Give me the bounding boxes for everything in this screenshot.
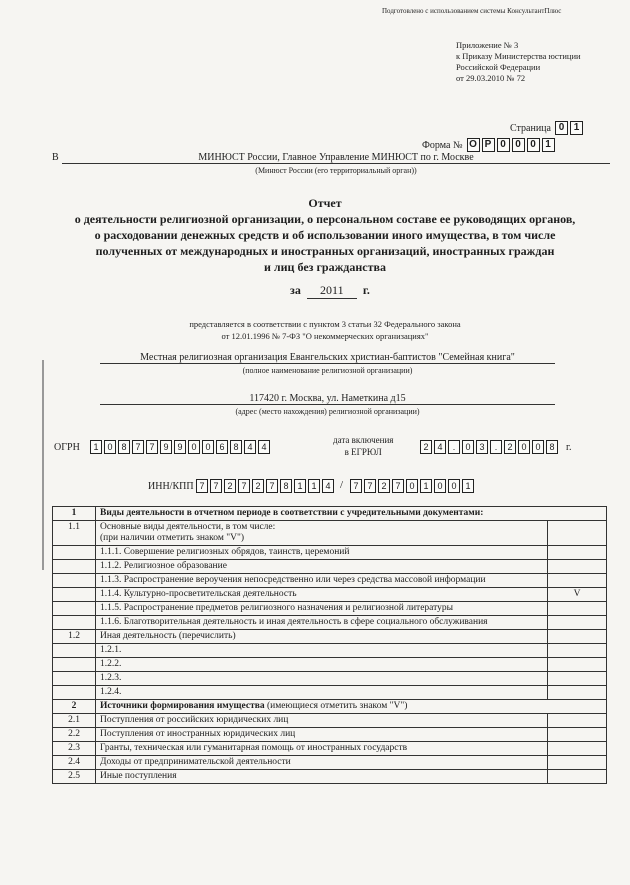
- row-text: [96, 546, 548, 560]
- address-caption: (адрес (место нахождения) религиозной организации): [235, 407, 420, 416]
- row-text: [96, 742, 548, 756]
- ogrn-boxes: 1 0 8 7 7 9 9 0 0 6 8 4 4: [90, 440, 272, 454]
- row-number: 1.1: [53, 521, 96, 546]
- inn-boxes: 7 7 2 7 2 7 8 1 1 4: [196, 479, 336, 493]
- table-row: [53, 714, 607, 728]
- row-number: [53, 546, 96, 560]
- inn-kpp-label: ИНН/КПП: [148, 481, 194, 492]
- table-row: [53, 658, 607, 672]
- row-text-main: 1.1.5. Распространение предметов религиозного назначения и религиозной литературы: [100, 603, 454, 613]
- row-text: [96, 700, 607, 714]
- binding-thread: [42, 360, 44, 570]
- row-text-main: 1.2.2.: [100, 659, 122, 669]
- row-text: [96, 602, 548, 616]
- ogrn-label: ОГРН: [54, 442, 80, 453]
- row-text: [96, 616, 548, 630]
- row-number: [53, 602, 96, 616]
- table-row: [53, 686, 607, 700]
- row-text-main: Гранты, техническая или гуманитарная помощь от иностранных государств: [100, 743, 408, 753]
- appendix-line: к Приказу Министерства юстиции: [456, 51, 581, 61]
- row-text-extra: (имеющиеся отметить знаком "V"): [264, 701, 408, 711]
- row-mark: [548, 630, 607, 644]
- table-row: [53, 588, 607, 602]
- row-text-main: 1.1.3. Распространение вероучения непосредственно или через средства массовой информации: [100, 575, 486, 585]
- row-text: [96, 686, 548, 700]
- year-value: 2011: [307, 282, 357, 299]
- row-text-main: Основные виды деятельности, в том числе: (при наличии отметить знаком "V"): [100, 522, 276, 543]
- recipient: МИНЮСТ России, Главное Управление МИНЮСТ по г. Москве: [62, 152, 610, 164]
- egrul-label: дата включения в ЕГРЮЛ: [333, 435, 394, 457]
- row-number: [53, 616, 96, 630]
- row-text: [96, 574, 548, 588]
- row-text: [96, 588, 548, 602]
- row-mark: [548, 521, 607, 546]
- row-text: [96, 658, 548, 672]
- row-mark: [548, 616, 607, 630]
- row-mark: [548, 574, 607, 588]
- row-text-main: 1.1.6. Благотворительная деятельность и иная деятельность в сфере социального обслуживания: [100, 617, 488, 627]
- row-mark: [548, 742, 607, 756]
- legal-basis: представляется в соответствии с пунктом 3 статьи 32 Федерального закона от 12.01.1996 № 7-ФЗ "О некоммерческих организациях": [189, 319, 461, 341]
- table-row: [53, 756, 607, 770]
- row-text: [96, 714, 548, 728]
- row-text-main: Поступления от иностранных юридических лиц: [100, 729, 296, 739]
- table-row: [53, 560, 607, 574]
- table-row: [53, 616, 607, 630]
- row-number: [53, 644, 96, 658]
- appendix-line: Приложение № 3: [456, 40, 519, 50]
- row-mark: [548, 770, 607, 784]
- appendix-line: от 29.03.2010 № 72: [456, 73, 526, 83]
- table-row: [53, 521, 607, 546]
- row-text-main: 1.2.1.: [100, 645, 122, 655]
- inn-kpp-separator: /: [340, 479, 344, 491]
- row-text: [96, 770, 548, 784]
- row-text: [96, 644, 548, 658]
- row-mark: V: [548, 588, 607, 602]
- row-number: 2.3: [53, 742, 96, 756]
- form-code-boxes: О Р 0 0 0 1: [467, 138, 557, 152]
- row-mark: [548, 672, 607, 686]
- table-row: [53, 742, 607, 756]
- row-mark: [548, 560, 607, 574]
- row-number: 2.5: [53, 770, 96, 784]
- row-text-main: 1.2.4.: [100, 687, 122, 697]
- row-number: [53, 588, 96, 602]
- row-mark: [548, 728, 607, 742]
- form-number: Форма № О Р 0 0 0 1: [422, 138, 557, 152]
- table-row: [53, 672, 607, 686]
- row-number: 1.2: [53, 630, 96, 644]
- row-number: 2.4: [53, 756, 96, 770]
- table-row: [53, 630, 607, 644]
- org-address: 117420 г. Москва, ул. Наметкина д15: [100, 393, 555, 405]
- report-title: Отчет о деятельности религиозной организации, о персональном составе ее руководящих органов, о расходовании денежных средств и об использовании иного имущества, в том числе полученных от международных и иностранных организаций, иностранных граждан и лиц без гражданства: [74, 196, 576, 274]
- row-number: [53, 560, 96, 574]
- watermark: Подготовлено с использованием системы КонсультантПлюс: [382, 7, 562, 15]
- row-text-main: 1.1.2. Религиозное образование: [100, 561, 227, 571]
- recipient-caption: (Минюст России (его территориальный орган)): [255, 166, 417, 175]
- row-text-main: Иные поступления: [100, 771, 177, 781]
- egrul-date-boxes: 2 4 . 0 3 . 2 0 0 8: [420, 440, 560, 454]
- row-text: [96, 756, 548, 770]
- row-number: 1: [53, 507, 96, 521]
- egrul-suffix: г.: [566, 442, 572, 453]
- table-row: [53, 574, 607, 588]
- row-text: [96, 630, 548, 644]
- appendix-line: Российской Федерации: [456, 62, 541, 72]
- row-number: 2.1: [53, 714, 96, 728]
- row-text: [96, 672, 548, 686]
- row-text-main: Поступления от российских юридических лиц: [100, 715, 289, 725]
- row-text-main: Виды деятельности в отчетном периоде в соответствии с учредительными документами:: [100, 508, 484, 518]
- row-text: [96, 728, 548, 742]
- row-mark: [548, 756, 607, 770]
- kpp-boxes: 7 7 2 7 0 1 0 0 1: [350, 479, 476, 493]
- row-number: [53, 672, 96, 686]
- table-row: [53, 507, 607, 521]
- row-text: [96, 521, 548, 546]
- page-digit-boxes: 0 1: [555, 121, 585, 135]
- to-prefix: В: [52, 152, 59, 163]
- row-number: [53, 658, 96, 672]
- row-text-main: Доходы от предпринимательской деятельности: [100, 757, 291, 767]
- row-number: 2: [53, 700, 96, 714]
- table-row: [53, 602, 607, 616]
- row-mark: [548, 658, 607, 672]
- org-name: Местная религиозная организация Евангельских христиан-баптистов "Семейная книга": [100, 352, 555, 364]
- activity-table: [52, 506, 607, 784]
- row-number: 2.2: [53, 728, 96, 742]
- table-row: [53, 546, 607, 560]
- appendix-block: [456, 40, 581, 84]
- row-mark: [548, 644, 607, 658]
- row-text-main: 1.2.3.: [100, 673, 122, 683]
- table-row: [53, 728, 607, 742]
- page-number: Страница 0 1: [510, 121, 585, 135]
- row-text-main: Источники формирования имущества: [100, 701, 265, 711]
- row-text: [96, 560, 548, 574]
- row-text-main: Иная деятельность (перечислить): [100, 631, 236, 641]
- row-mark: [548, 546, 607, 560]
- row-mark: [548, 686, 607, 700]
- row-text-main: 1.1.1. Совершение религиозных обрядов, таинств, церемоний: [100, 547, 350, 557]
- row-text: [96, 507, 607, 521]
- table-row: [53, 700, 607, 714]
- row-number: [53, 686, 96, 700]
- row-text-main: 1.1.4. Культурно-просветительская деятельность: [100, 589, 297, 599]
- table-row: [53, 770, 607, 784]
- row-mark: [548, 714, 607, 728]
- table-row: [53, 644, 607, 658]
- report-year: за 2011 г.: [290, 283, 370, 297]
- org-name-caption: (полное наименование религиозной организации): [242, 366, 413, 375]
- row-number: [53, 574, 96, 588]
- row-mark: [548, 602, 607, 616]
